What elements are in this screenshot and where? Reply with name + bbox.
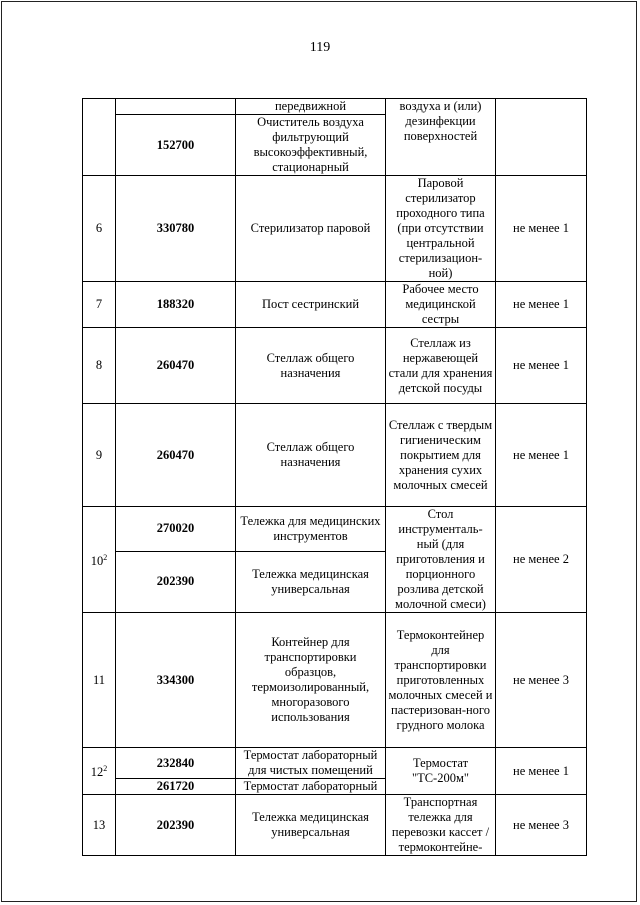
num-cell <box>83 507 116 613</box>
code-cell: 152700 <box>116 115 236 176</box>
qty-cell: не менее 3 <box>496 795 587 856</box>
requirement-cell: Стеллаж из нержавеющей стали для хранения детской посуды <box>386 328 496 404</box>
code-cell: 334300 <box>116 613 236 748</box>
num-cell: 6 <box>83 176 116 282</box>
num-cell: 9 <box>83 404 116 507</box>
qty-cell: не менее 1 <box>496 404 587 507</box>
row-number: 12 <box>90 765 104 780</box>
table-row <box>83 328 587 404</box>
requirement-cell: Паровой стерилизатор проходного типа (при отсутствии центральной стерилизацион-ной) <box>386 176 496 282</box>
name-cell: Тележка для медицинских инструментов <box>236 507 386 552</box>
requirement-cell: Стол инструменталь-ный (для приготовления и порционного розлива детской молочной смеси) <box>386 507 496 613</box>
name-cell: Тележка медицинская универсальная <box>236 795 386 856</box>
num-cell: 7 <box>83 282 116 328</box>
row-number: 10 <box>90 554 104 569</box>
page-number: 119 <box>309 40 331 55</box>
qty-cell: не менее 3 <box>496 613 587 748</box>
row-number-superscript: 2 <box>103 552 108 562</box>
num-cell <box>83 748 116 795</box>
table-row <box>83 176 587 282</box>
row-number-superscript: 2 <box>103 764 108 774</box>
qty-cell: не менее 1 <box>496 748 587 795</box>
code-cell: 261720 <box>116 779 236 795</box>
code-cell: 232840 <box>116 748 236 779</box>
name-cell: Стерилизатор паровой <box>236 176 386 282</box>
code-cell: 188320 <box>116 282 236 328</box>
name-cell: Термостат лабораторный <box>236 779 386 795</box>
qty-cell <box>496 99 587 176</box>
qty-cell: не менее 1 <box>496 328 587 404</box>
num-cell: 13 <box>83 795 116 856</box>
num-cell: 11 <box>83 613 116 748</box>
qty-cell: не менее 2 <box>496 507 587 613</box>
name-cell: Тележка медицинская универсальная <box>236 551 386 612</box>
table-row <box>83 404 587 507</box>
equipment-table <box>82 98 587 856</box>
code-cell: 260470 <box>116 328 236 404</box>
name-cell: Очиститель воздуха фильтрующий высокоэффективный, стационарный <box>236 115 386 176</box>
num-cell <box>83 99 116 176</box>
requirement-cell: Термостат "ТС-200м" <box>386 748 496 795</box>
name-cell: Термостат лабораторный для чистых помещений <box>236 748 386 779</box>
code-cell: 330780 <box>116 176 236 282</box>
table-row <box>83 613 587 748</box>
name-cell: Пост сестринский <box>236 282 386 328</box>
code-cell: 202390 <box>116 551 236 612</box>
name-cell: Контейнер для транспортировки образцов, термоизолированный, многоразового использования <box>236 613 386 748</box>
table-row <box>83 507 587 552</box>
qty-cell: не менее 1 <box>496 176 587 282</box>
requirement-cell: Транспортная тележка для перевозки кассет /термоконтейне- <box>386 795 496 856</box>
table-row <box>83 748 587 779</box>
code-cell: 270020 <box>116 507 236 552</box>
requirement-cell: Термоконтейнер для транспортировки приготовленных молочных смесей и пастеризован-ного грудного молока <box>386 613 496 748</box>
table-row <box>83 282 587 328</box>
requirement-cell: Рабочее место медицинской сестры <box>386 282 496 328</box>
code-cell: 202390 <box>116 795 236 856</box>
qty-cell: не менее 1 <box>496 282 587 328</box>
table-row <box>83 795 587 856</box>
code-cell <box>116 99 236 115</box>
name-cell: Стеллаж общего назначения <box>236 404 386 507</box>
name-cell: передвижной <box>236 99 386 115</box>
code-cell: 260470 <box>116 404 236 507</box>
table-row <box>83 99 587 115</box>
name-cell: Стеллаж общего назначения <box>236 328 386 404</box>
requirement-cell: Стеллаж с твердым гигиеническим покрытием для хранения сухих молочных смесей <box>386 404 496 507</box>
num-cell: 8 <box>83 328 116 404</box>
requirement-cell: воздуха и (или) дезинфекции поверхностей <box>386 99 496 176</box>
